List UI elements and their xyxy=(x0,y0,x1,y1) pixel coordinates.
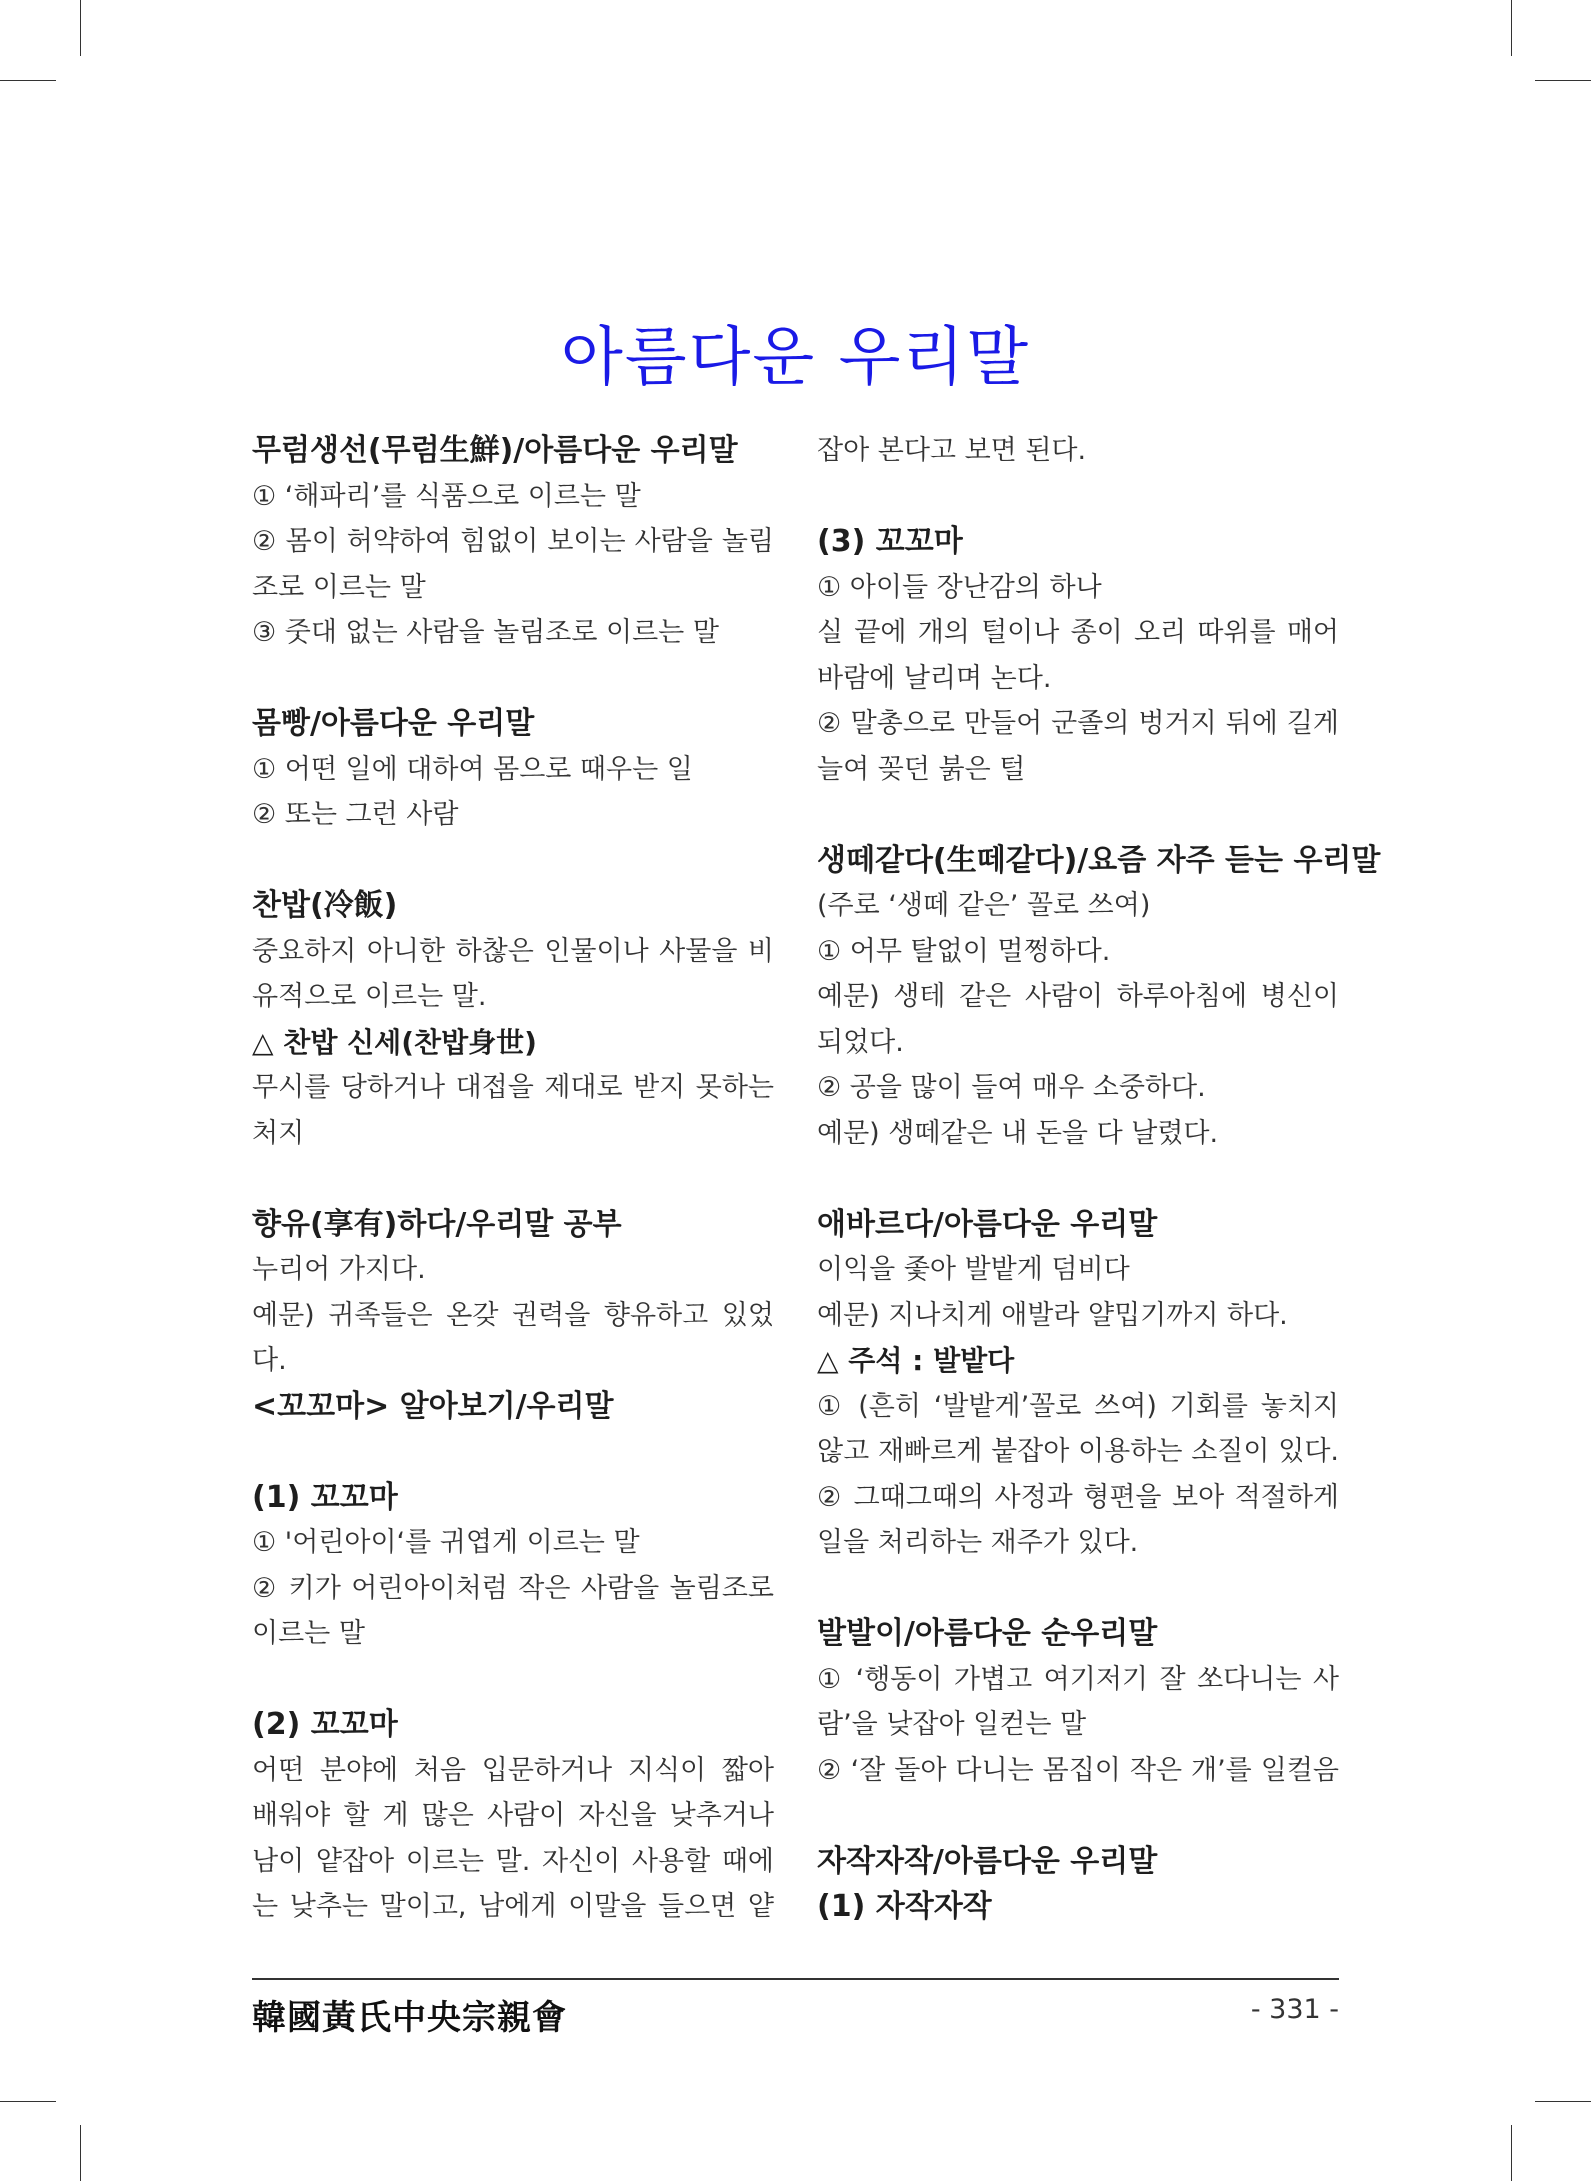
text-line: 되었다. xyxy=(817,1026,904,1058)
text-line: ① '어린아이‘를 귀엽게 이르는 말 xyxy=(252,1527,640,1558)
paragraph-gap xyxy=(252,1657,774,1703)
entry-heading: (1) 꼬꼬마 xyxy=(252,1479,398,1515)
page-title: 아름다운 우리말 xyxy=(560,321,1031,395)
paragraph-gap xyxy=(252,1156,774,1202)
paragraph-gap xyxy=(252,1429,774,1475)
text-line: 예문) 지나치게 애발라 얄밉기까지 하다. xyxy=(817,1299,1288,1331)
paragraph-gap xyxy=(817,1156,1339,1202)
crop-mark xyxy=(80,0,81,56)
text-line: 누리어 가지다. xyxy=(252,1254,426,1285)
right-column xyxy=(817,428,1381,1930)
text-line: ② 몸이 허약하여 힘없이 보이는 사람을 놀림 xyxy=(252,526,774,557)
entry-heading: 무럼생선(무럼生鮮)/아름다운 우리말 xyxy=(252,433,738,468)
entry-subheading: △ 주석 : 발밭다 xyxy=(817,1344,1015,1377)
text-line: 유적으로 이르는 말. xyxy=(252,981,487,1012)
entry-subheading: △ 찬밥 신세(찬밥身世) xyxy=(252,1025,537,1059)
text-line: 는 낮추는 말이고, 남에게 이말을 들으면 얕 xyxy=(252,1891,774,1922)
entry-heading: 몸빵/아름다운 우리말 xyxy=(252,706,535,741)
paragraph-gap xyxy=(817,792,1339,838)
text-line: 배워야 할 게 많은 사람이 자신을 낮추거나 xyxy=(252,1800,774,1831)
text-line: ② 키가 어린아이처럼 작은 사람을 놀림조로 xyxy=(252,1572,774,1604)
crop-mark xyxy=(1535,80,1591,81)
text-line: 남이 얕잡아 이르는 말. 자신이 사용할 때에 xyxy=(252,1845,774,1877)
text-line: 이르는 말 xyxy=(252,1618,365,1649)
page-number: - 331 - xyxy=(1250,1994,1339,2025)
text-line: 이익을 좇아 발밭게 덤비다 xyxy=(817,1254,1130,1285)
text-line: 조로 이르는 말 xyxy=(252,571,426,603)
footer-brand: 韓國黃氏中央宗親會 xyxy=(252,1998,567,2038)
text-line: ① (흔히 ‘발밭게’꼴로 쓰여) 기회를 놓치지 xyxy=(817,1390,1339,1422)
text-line: 않고 재빠르게 붙잡아 이용하는 소질이 있다. xyxy=(817,1436,1339,1467)
text-line: 중요하지 아니한 하찮은 인물이나 사물을 비 xyxy=(252,935,774,967)
text-line: ② 공을 많이 들여 매우 소중하다. xyxy=(817,1072,1206,1103)
text-line: 예문) 생테 같은 사람이 하루아침에 병신이 xyxy=(817,981,1339,1012)
text-line: 예문) 생떼같은 내 돈을 다 날렸다. xyxy=(817,1117,1219,1149)
entry-heading: 자작자작/아름다운 우리말 xyxy=(817,1843,1158,1879)
text-line: ② 말총으로 만들어 군졸의 벙거지 뒤에 길게 xyxy=(817,708,1339,739)
crop-mark xyxy=(0,2101,56,2102)
text-line: 잡아 본다고 보면 된다. xyxy=(817,435,1087,466)
paragraph-gap xyxy=(252,838,774,884)
text-line: ③ 줏대 없는 사람을 놀림조로 이르는 말 xyxy=(252,617,719,648)
text-line: 무시를 당하거나 대접을 제대로 받지 못하는 xyxy=(252,1072,774,1103)
paragraph-gap xyxy=(252,1338,774,1384)
text-line: ② 그때그때의 사정과 형편을 보아 적절하게 xyxy=(817,1481,1339,1513)
text-line: 람’을 낮잡아 일컫는 말 xyxy=(817,1709,1087,1740)
entry-heading: (3) 꼬꼬마 xyxy=(817,524,963,559)
entry-heading: 발발이/아름다운 순우리말 xyxy=(817,1616,1158,1651)
text-line: 예문) 귀족들은 온갖 권력을 향유하고 있었다. xyxy=(252,1299,774,1376)
text-line: 실 끝에 개의 털이나 종이 오리 따위를 매어 xyxy=(817,617,1339,648)
paragraph-gap xyxy=(252,656,774,702)
entry-heading: (2) 꼬꼬마 xyxy=(252,1707,398,1742)
text-line: ① 아이들 장난감의 하나 xyxy=(817,571,1102,603)
entry-heading: 애바르다/아름다운 우리말 xyxy=(817,1206,1158,1242)
text-line: ② ‘잘 돌아 다니는 몸집이 작은 개’를 일컬음 xyxy=(817,1754,1339,1786)
text-line: ① 어무 탈없이 멀쩡하다. xyxy=(817,935,1111,967)
text-line: 늘여 꽂던 붉은 털 xyxy=(817,753,1026,785)
text-line: 처지 xyxy=(252,1117,305,1149)
text-line: ① 어떤 일에 대하여 몸으로 때우는 일 xyxy=(252,753,693,785)
paragraph-gap xyxy=(817,474,1339,520)
crop-mark xyxy=(1511,2125,1512,2181)
paragraph-gap xyxy=(817,1566,1339,1612)
crop-mark xyxy=(1535,2101,1591,2102)
crop-mark xyxy=(0,80,56,81)
crop-mark xyxy=(1511,0,1512,56)
paragraph-gap xyxy=(817,1793,1339,1839)
text-line: 일을 처리하는 재주가 있다. xyxy=(817,1527,1139,1558)
text-line: ② 또는 그런 사람 xyxy=(252,799,459,830)
text-line: 바람에 날리며 논다. xyxy=(817,662,1052,694)
text-line: ① ‘행동이 가볍고 여기저기 잘 쏘다니는 사 xyxy=(817,1663,1339,1695)
crop-mark xyxy=(80,2125,81,2181)
text-line: (주로 ‘생떼 같은’ 꼴로 쓰여) xyxy=(817,890,1151,921)
left-column xyxy=(252,428,774,1930)
entry-heading: <꼬꼬마> 알아보기/우리말 xyxy=(252,1388,614,1424)
text-line: ① ‘해파리’를 식품으로 이르는 말 xyxy=(252,480,641,512)
entry-heading: (1) 자작자작 xyxy=(817,1889,992,1924)
text-line: 어떤 분야에 처음 입문하거나 지식이 짧아 xyxy=(252,1754,774,1786)
entry-heading: 향유(享有)하다/우리말 공부 xyxy=(252,1206,622,1242)
footer-divider xyxy=(252,1978,1339,1980)
entry-heading: 찬밥(冷飯) xyxy=(252,888,398,923)
entry-heading: 생떼같다(生떼같다)/요즘 자주 듣는 우리말 xyxy=(817,842,1381,878)
